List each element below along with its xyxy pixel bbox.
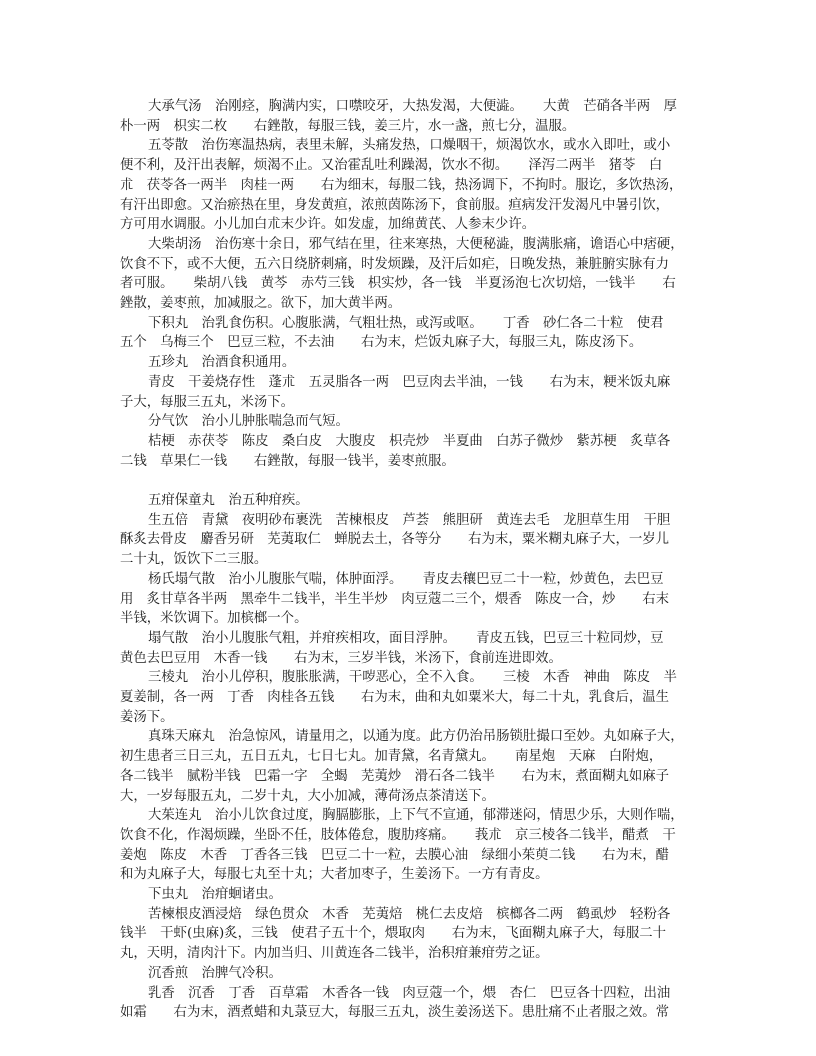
text-line: 真珠天麻丸 治急惊风，请量用之，以通为度。此方仍治吊肠锁肚撮口至妙。丸如麻子大， [148,729,684,745]
text-line: 方可用水调服。小儿加白朮末少许。如发虚，加绵黄芪、人参末少许。 [120,217,536,233]
text-line: 半钱，米饮调下。加槟榔一个。 [120,611,308,627]
text-line: 丸，天明，清肉汁下。内加当归、川黄连各二钱半，治积疳兼疳劳之证。 [120,946,549,962]
text-line: 夏姜制，各一两 丁香 肉桂各五钱 右为末，曲和丸如粟米大，每二十丸，乳食后，温生 [120,690,670,705]
text-line: 黄色去巴豆用 木香一钱 右为末，三岁半钱，米汤下，食前连进即效。 [120,650,562,666]
text-line: 五疳保童丸 治五种疳疾。 [148,493,309,508]
text-line: 大柴胡汤 治伤寒十余日，邪气结在里，往来寒热，大便秘澁，腹满胀痛，谵语心中痞硬， [148,236,684,252]
text-line: 五苓散 治伤寒温热病，表里未解，头痛发热，口燥咽干，烦渴饮水，或水入即吐，或小 [148,138,671,154]
text-line: 钱半 干虾(虫麻)炙，三钱 使君子五十个，煨取肉 右为末，飞面糊丸麻子大，每服二十 [120,926,667,942]
text-line: 三棱丸 治小儿停积，腹胀胀满，干哕恶心，全不入食。 三棱 木香 神曲 陈皮 半 [148,670,677,686]
text-line: 銼散，姜枣煎，加减服之。欲下，加大黄半两。 [120,296,402,311]
text-line: 初生患者三日三丸，五日五丸，七日七丸。加青黛，名青黛丸。 南星炮 天麻 白附炮， [120,749,663,765]
text-line: 苦楝根皮酒浸焙 绿色贯众 木香 芜荑焙 桃仁去皮焙 槟榔各二两 鹤虱炒 轻粉各 [148,906,671,922]
text-line: 饮食不化，作渴烦躁，坐卧不任，肢体倦怠，腹肋疼痛。 莪朮 京三棱各二钱半，醋煮 干 [120,827,676,843]
text-line: 杨氏塌气散 治小儿腹胀气喘，体肿面浮。 青皮去穰巴豆二十一粒，炒黄色，去巴豆 [148,571,664,587]
text-line: 生五倍 青黛 夜明砂布裹洗 苦楝根皮 芦荟 熊胆研 黄连去毛 龙胆草生用 干胆 [148,512,671,528]
text-line: 如霜 右为末，酒煮蜡和丸菉豆大，每服三五丸，淡生姜汤送下。患肚痛不止者服之效。常 [120,1005,670,1021]
text-line: 有汗出即愈。又治瘀热在里，身发黄疸，浓煎茵陈汤下，食前服。疸病发汗发渴凡中暑引饮， [120,197,670,213]
text-line: 酥炙去骨皮 麝香另研 芜荑取仁 蝉脱去土，各等分 右为末，粟米糊丸麻子大，一岁儿 [120,532,670,548]
text-line: 五珍丸 治酒食积通用。 [148,355,296,371]
text-line: 和为丸麻子大，每服七丸至十丸；大者加枣子，生姜汤下。一方有青皮。 [120,867,549,883]
text-line: 沉香煎 治脾气冷积。 [148,965,282,981]
text-line: 青皮 干姜烧存性 蓬朮 五灵脂各一两 巴豆肉去半油，一钱 右为末，粳米饭丸麻 [148,374,671,390]
text-line: 大茱连丸 治小儿饮食过度，胸膈膨胀，上下气不宣通，郁滞迷闷，情思少乐，大则作喘， [148,808,684,824]
text-line: 姜炮 陈皮 木香 丁香各三钱 巴豆二十一粒，去膜心油 绿细小茱萸二钱 右为末，醋 [120,847,670,863]
text-line: 朮 茯苓各一两半 肉桂一两 右为细末，每服二钱，热汤调下，不拘时。服讫，多饮热汤， [120,177,683,193]
text-line: 下积丸 治乳食伤积。心腹胀满，气粗壮热，或泻或呕。 丁香 砂仁各二十粒 使君 [148,315,664,331]
text-line: 分气饮 治小儿肿胀喘急而气短。 [148,414,349,430]
text-line: 者可服。 柴胡八钱 黄芩 赤芍三钱 枳实炒，各一钱 半夏汤泡七次切焙，一钱半 右 [120,276,676,292]
text-line: 五个 乌梅三个 巴豆三粒，不去油 右为末，烂饭丸麻子大，每服三丸，陈皮汤下。 [120,335,643,351]
text-line: 饮食不下，或不大便，五六日绕脐刺痛，时发烦躁，及汗后如疟，日晚发热，兼脏腑实脉有力 [120,256,670,272]
text-line: 姜汤下。 [120,709,174,725]
text-line: 大承气汤 治刚痉，胸满内实，口噤咬牙，大热发渴，大便澁。 大黄 芒硝各半两 厚 [148,99,677,114]
text-line: 下虫丸 治疳蛔诸虫。 [148,887,282,902]
text-line: 便不利，及汗出表解，烦渴不止。又治霍乱吐利躁渴，饮水不彻。 泽泻二两半 猪苓 白 [120,158,663,174]
text-line: 朴一两 枳实二枚 右銼散，每服三钱，姜三片，水一盏，煎七分，温服。 [120,118,576,134]
text-line: 塌气散 治小儿腹胀气粗，并疳疾相攻，面目浮肿。 青皮五钱，巴豆三十粒同炒，豆 [148,630,664,646]
text-line: 二钱 草果仁一钱 右銼散，每服一钱半，姜枣煎服。 [120,453,455,469]
text-line: 各二钱半 腻粉半钱 巴霜一字 全蝎 芜荑炒 滑石各二钱半 右为末，煮面糊丸如麻子 [120,768,670,784]
text-line: 子大，每服三五丸，米汤下。 [120,394,295,410]
text-line: 用 炙甘草各半两 黑牵牛二钱半，半生半炒 肉豆蔻二三个，煨香 陈皮一合，炒 右末 [120,591,670,607]
blank-line [120,471,696,491]
text-line: 大，一岁每服五丸，二岁十丸，大小加减，薄荷汤点茶清送下。 [120,788,495,804]
text-line: 桔梗 赤茯苓 陈皮 桑白皮 大腹皮 枳壳炒 半夏曲 白苏子微炒 紫苏梗 炙草各 [148,433,671,449]
text-line: 二十丸，饭饮下二三服。 [120,552,268,568]
text-line: 乳香 沉香 丁香 百草霜 木香各一钱 肉豆蔻一个，煨 杏仁 巴豆各十四粒，出油 [148,985,671,1001]
